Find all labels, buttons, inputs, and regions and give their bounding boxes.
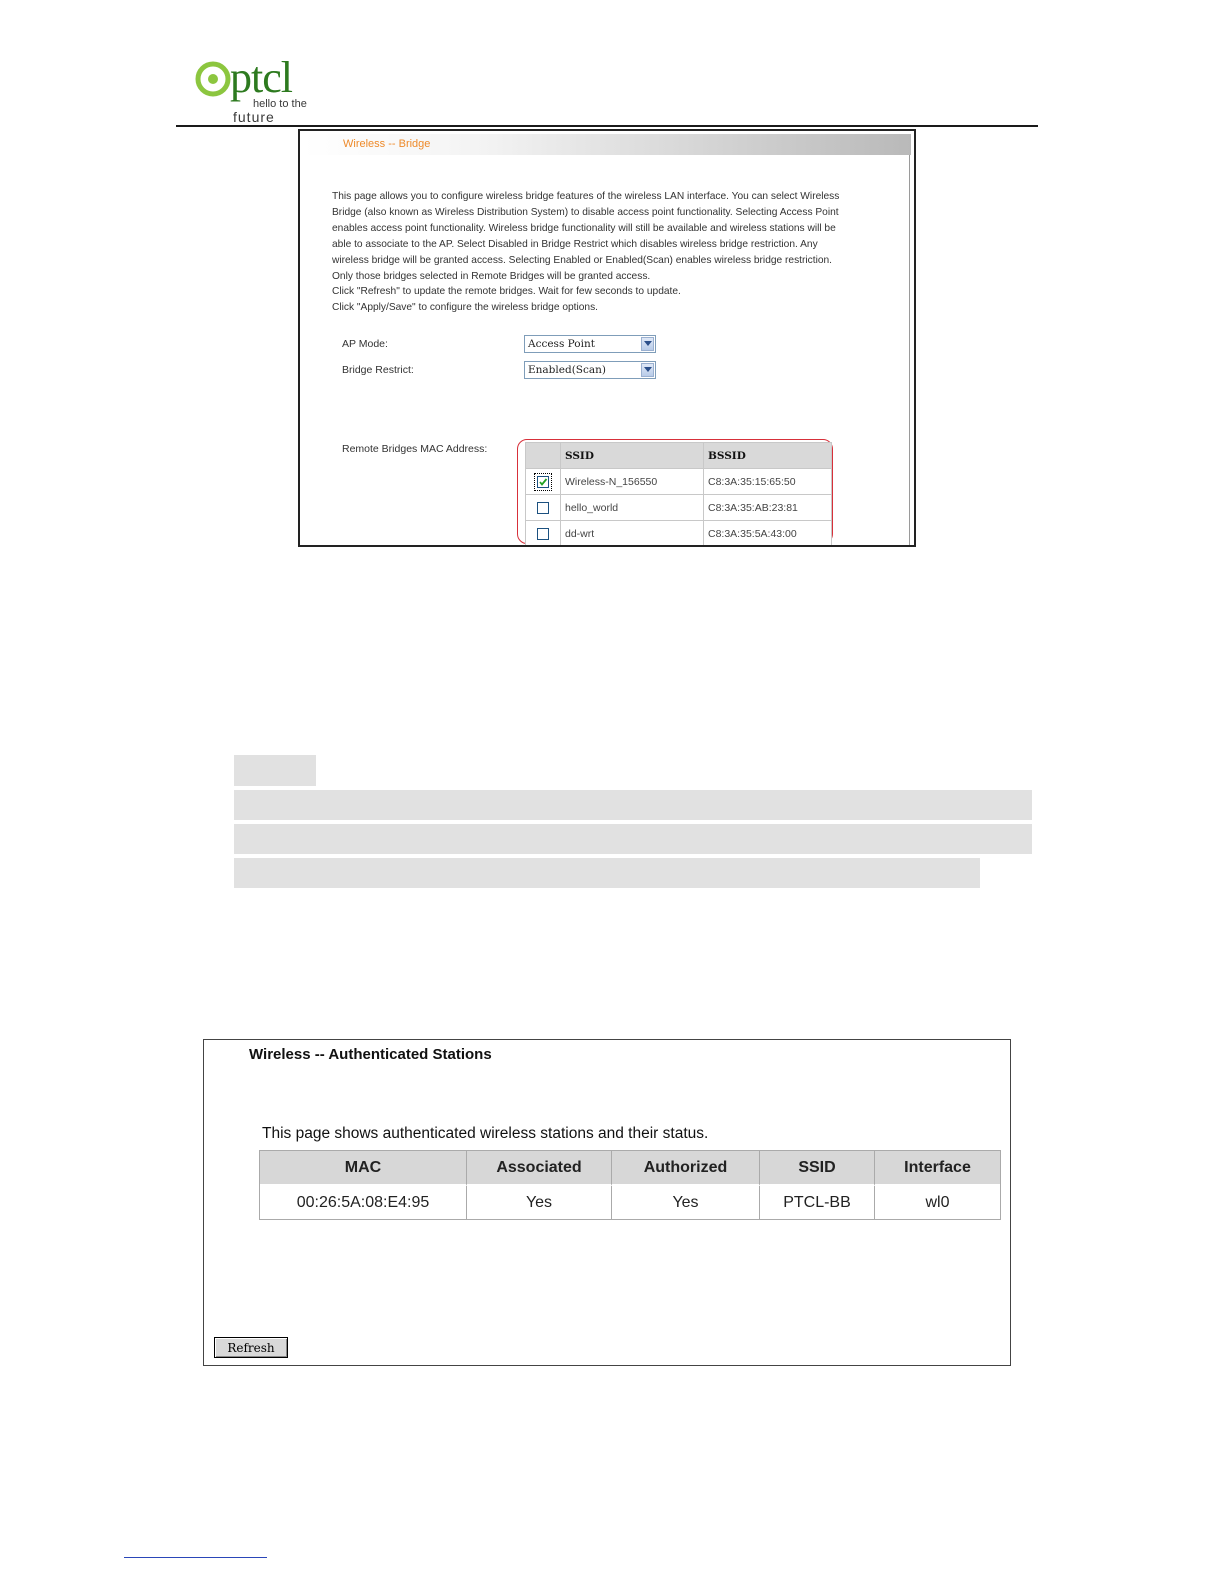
description-line: Click "Refresh" to update the remote bridges. Wait for few seconds to update. (332, 286, 681, 298)
svg-text:ptcl: ptcl (230, 53, 292, 102)
description-line: Bridge (also known as Wireless Distribution System) to disable access point functionality. Selecting Access Point (332, 206, 839, 218)
bridge-checkbox[interactable] (537, 528, 549, 540)
footer-link-underline[interactable] (124, 1557, 267, 1558)
description-line: enables access point functionality. Wireless bridge functionality will still be available and wireless stations will be (332, 222, 836, 234)
redacted-bar (234, 824, 1032, 854)
ssid-cell: dd-wrt (561, 521, 704, 547)
redacted-bar (234, 755, 316, 786)
bridge-title-bar (303, 134, 911, 155)
description-line: This page allows you to configure wireless bridge features of the wireless LAN interface. You can select Wireless (332, 191, 840, 202)
ssid-cell: PTCL-BB (760, 1186, 875, 1219)
authorized-column-header: Authorized (612, 1151, 760, 1186)
table-row (526, 469, 832, 495)
remote-bridges-table (525, 442, 832, 547)
stations-table (259, 1150, 1001, 1220)
redacted-bar (234, 790, 1032, 820)
select-cell (526, 469, 561, 495)
svg-text:future: future (233, 109, 275, 125)
bssid-cell: C8:3A:35:15:65:50 (704, 469, 832, 495)
ap-mode-select[interactable] (524, 335, 656, 353)
select-cell (526, 521, 561, 547)
ssid-cell: Wireless-N_156550 (561, 469, 704, 495)
header-divider (176, 125, 1038, 127)
refresh-button[interactable]: Refresh (214, 1337, 288, 1358)
description-line: Click "Apply/Save" to configure the wireless bridge options. (332, 302, 599, 314)
mac-cell: 00:26:5A:08:E4:95 (260, 1186, 467, 1219)
bridge-restrict-label: Bridge Restrict: (342, 364, 414, 376)
panel-edge (909, 155, 910, 545)
bridge-checkbox[interactable] (537, 476, 549, 488)
authenticated-stations-panel (203, 1039, 1011, 1366)
ap-mode-label: AP Mode: (342, 338, 388, 350)
associated-column-header: Associated (467, 1151, 612, 1186)
table-row (526, 495, 832, 521)
chevron-down-icon (641, 363, 654, 377)
auth-page-title: Wireless -- Authenticated Stations (249, 1046, 492, 1063)
wireless-bridge-panel (298, 129, 916, 547)
mac-column-header: MAC (260, 1151, 467, 1186)
authorized-cell: Yes (612, 1186, 760, 1219)
interface-column-header: Interface (875, 1151, 1000, 1186)
ssid-cell: hello_world (561, 495, 704, 521)
bridge-restrict-select[interactable] (524, 361, 656, 379)
ssid-column-header: SSID (561, 443, 704, 469)
bridge-restrict-value: Enabled(Scan) (528, 364, 606, 376)
ssid-column-header: SSID (760, 1151, 875, 1186)
bridge-checkbox[interactable] (537, 502, 549, 514)
auth-description: This page shows authenticated wireless stations and their status. (262, 1125, 709, 1142)
description-line: able to associate to the AP. Select Disabled in Bridge Restrict which disables wireless bridge restriction. Any (332, 238, 818, 250)
associated-cell: Yes (467, 1186, 612, 1219)
table-row (260, 1186, 1000, 1219)
bridge-page-title: Wireless -- Bridge (343, 138, 431, 150)
description-line: Only those bridges selected in Remote Bridges will be granted access. (332, 270, 651, 282)
description-line: wireless bridge will be granted access. Selecting Enabled or Enabled(Scan) enables wireless bridge restriction. (332, 254, 833, 266)
table-header-row (526, 443, 832, 469)
table-header-row (260, 1151, 1000, 1186)
bssid-cell: C8:3A:35:AB:23:81 (704, 495, 832, 521)
interface-cell: wl0 (875, 1186, 1000, 1219)
table-row (526, 521, 832, 547)
remote-bridges-label: Remote Bridges MAC Address: (342, 443, 488, 455)
bssid-cell: C8:3A:35:5A:43:00 (704, 521, 832, 547)
bridge-description (332, 189, 888, 316)
ap-mode-value: Access Point (528, 338, 595, 350)
svg-text:hello to the: hello to the (253, 98, 307, 110)
select-column-header (526, 443, 561, 469)
ptcl-logo (193, 50, 323, 126)
redacted-bar (234, 858, 980, 888)
chevron-down-icon (641, 337, 654, 351)
select-cell (526, 495, 561, 521)
bssid-column-header: BSSID (704, 443, 832, 469)
